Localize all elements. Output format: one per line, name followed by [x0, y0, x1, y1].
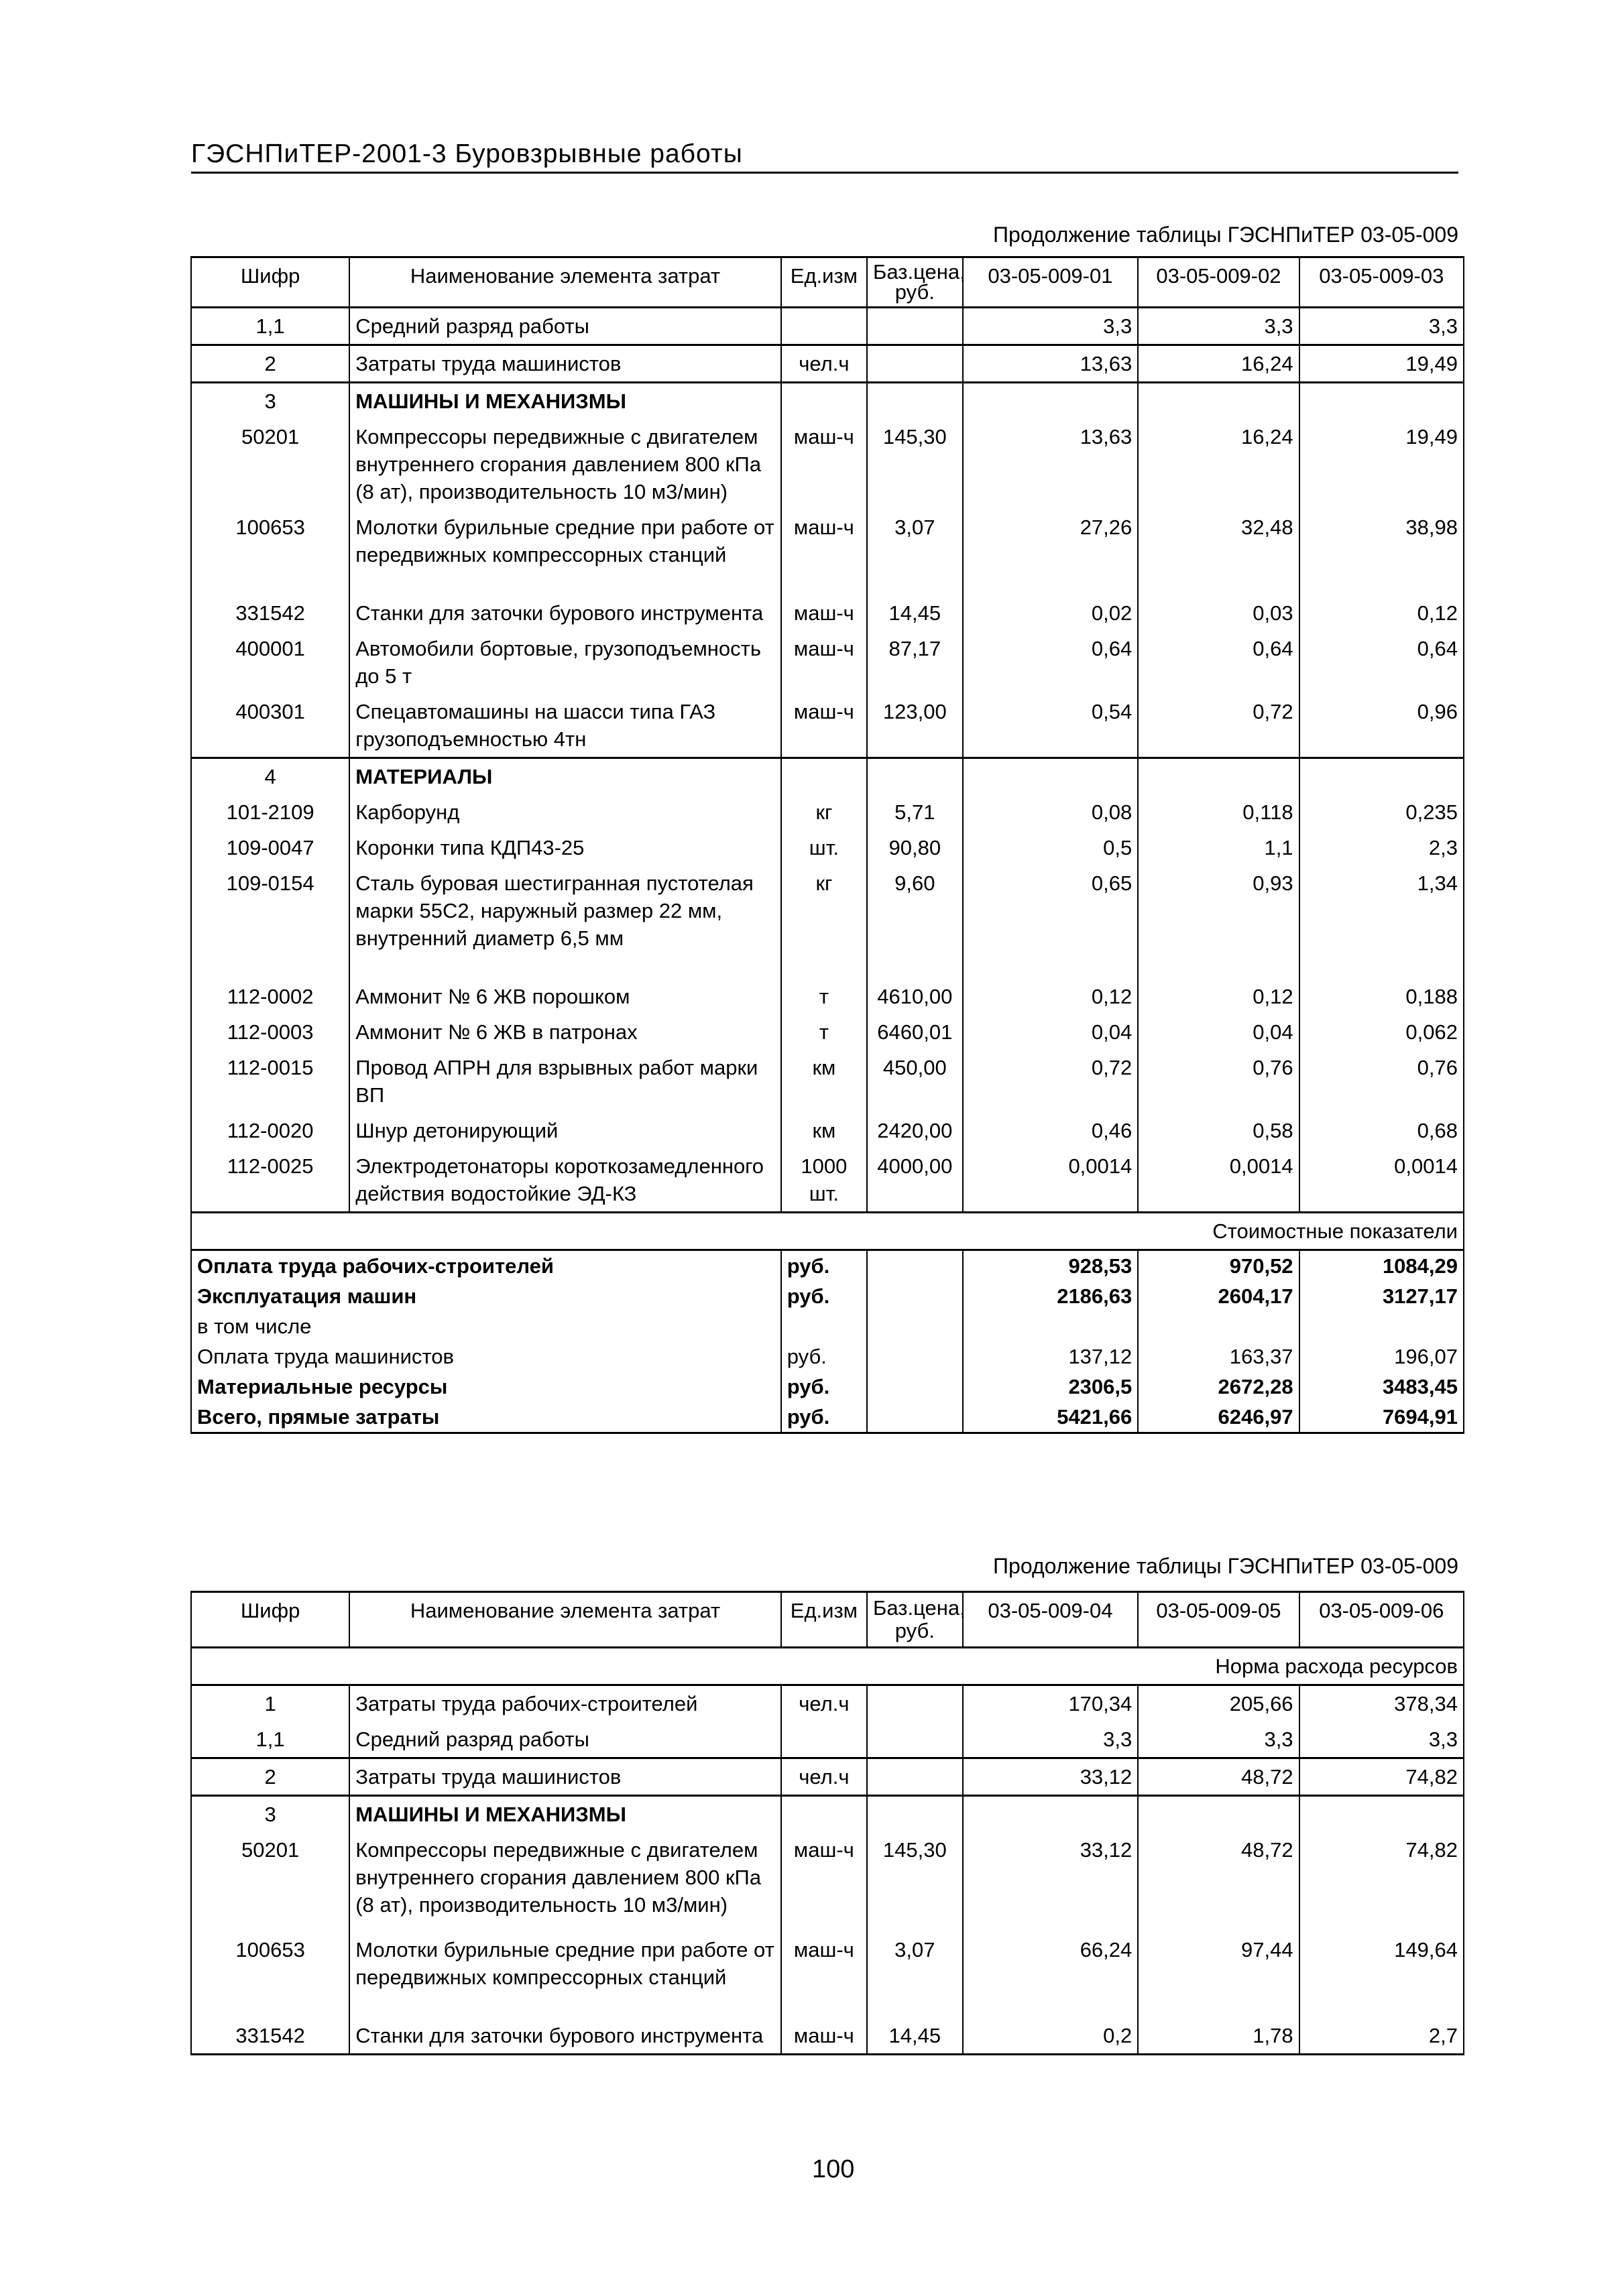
- row-value-1: 0,04: [963, 1014, 1139, 1050]
- row-price: [867, 308, 963, 345]
- row-code: 2: [191, 1758, 349, 1796]
- row-name: Затраты труда рабочих-строителей: [349, 1685, 781, 1722]
- col-header-norm-01: 03-05-009-01: [963, 257, 1139, 308]
- table-row: [191, 383, 1464, 420]
- row-value-3: 378,34: [1299, 1685, 1464, 1722]
- row-code: 101-2109: [191, 794, 349, 830]
- table-row: [191, 1932, 1464, 2018]
- table-row: [191, 345, 1464, 383]
- summary-row: [191, 1250, 1464, 1282]
- row-code: 112-0015: [191, 1050, 349, 1113]
- row-value-3: 74,82: [1299, 1758, 1464, 1796]
- row-value-1: 0,65: [963, 865, 1139, 979]
- row-price: 4610,00: [867, 979, 963, 1014]
- row-name: Затраты труда машинистов: [349, 1758, 781, 1796]
- row-value-2: 3,3: [1138, 308, 1299, 345]
- row-price: [867, 1758, 963, 1796]
- row-value-1: 0,5: [963, 830, 1139, 865]
- row-price: 90,80: [867, 830, 963, 865]
- table2-band-row: [191, 1648, 1464, 1685]
- summary-row: [191, 1281, 1464, 1311]
- row-value-3: [1299, 383, 1464, 420]
- row-value-1: 33,12: [963, 1758, 1139, 1796]
- row-name: МАТЕРИАЛЫ: [349, 758, 781, 795]
- table-row: [191, 1832, 1464, 1932]
- summary-name: в том числе: [191, 1311, 781, 1341]
- row-value-3: 0,76: [1299, 1050, 1464, 1113]
- table-row: [191, 2018, 1464, 2055]
- row-name: МАШИНЫ И МЕХАНИЗМЫ: [349, 383, 781, 420]
- row-price: [867, 1796, 963, 1833]
- table2-body: [191, 1685, 1464, 2055]
- row-value-1: 0,02: [963, 595, 1139, 631]
- col-header-norm-04: 03-05-009-04: [963, 1592, 1139, 1648]
- row-name: Коронки типа КДП43-25: [349, 830, 781, 865]
- row-unit: маш-ч: [781, 509, 867, 595]
- summary-value-2: 2672,28: [1138, 1372, 1299, 1402]
- row-value-3: 74,82: [1299, 1832, 1464, 1932]
- row-price: [867, 1721, 963, 1758]
- row-price: 14,45: [867, 2018, 963, 2055]
- col-header-norm-06: 03-05-009-06: [1299, 1592, 1464, 1648]
- row-value-1: [963, 383, 1139, 420]
- row-value-1: 27,26: [963, 509, 1139, 595]
- resource-table-2: [190, 1591, 1464, 2055]
- summary-price: [867, 1281, 963, 1311]
- row-code: 109-0154: [191, 865, 349, 979]
- row-value-3: 0,188: [1299, 979, 1464, 1014]
- row-name: Электродетонаторы короткозамедленного действия водостойкие ЭД-КЗ: [349, 1148, 781, 1213]
- table-row: [191, 1758, 1464, 1796]
- col-header-unit: Ед.изм: [781, 257, 867, 308]
- row-unit: км: [781, 1113, 867, 1148]
- summary-unit: руб.: [781, 1281, 867, 1311]
- row-code: 2: [191, 345, 349, 383]
- row-code: 3: [191, 383, 349, 420]
- summary-value-1: 137,12: [963, 1341, 1139, 1372]
- table-row: [191, 979, 1464, 1014]
- row-name: Шнур детонирующий: [349, 1113, 781, 1148]
- row-value-3: 0,64: [1299, 631, 1464, 694]
- row-price: 145,30: [867, 419, 963, 509]
- row-price: 145,30: [867, 1832, 963, 1932]
- row-value-1: 3,3: [963, 1721, 1139, 1758]
- row-code: 100653: [191, 1932, 349, 2018]
- summary-name: Оплата труда рабочих-строителей: [191, 1250, 781, 1282]
- row-name: Средний разряд работы: [349, 1721, 781, 1758]
- table-row: [191, 694, 1464, 758]
- row-name: Станки для заточки бурового инструмента: [349, 595, 781, 631]
- row-value-1: 0,0014: [963, 1148, 1139, 1213]
- summary-unit: [781, 1311, 867, 1341]
- row-value-3: 2,7: [1299, 2018, 1464, 2055]
- summary-value-2: [1138, 1311, 1299, 1341]
- page-number: 100: [812, 2155, 855, 2183]
- row-value-1: 0,12: [963, 979, 1139, 1014]
- row-value-2: 0,04: [1138, 1014, 1299, 1050]
- table-row: [191, 865, 1464, 979]
- row-price: 9,60: [867, 865, 963, 979]
- col-header-norm-05: 03-05-009-05: [1138, 1592, 1299, 1648]
- row-code: 3: [191, 1796, 349, 1833]
- row-value-3: 3,3: [1299, 1721, 1464, 1758]
- table-row: [191, 419, 1464, 509]
- summary-value-2: 163,37: [1138, 1341, 1299, 1372]
- summary-price: [867, 1372, 963, 1402]
- summary-value-3: [1299, 1311, 1464, 1341]
- summary-row: [191, 1341, 1464, 1372]
- row-value-2: [1138, 758, 1299, 795]
- row-name: Молотки бурильные средние при работе от передвижных компрессорных станций: [349, 509, 781, 595]
- row-value-2: [1138, 1796, 1299, 1833]
- row-unit: маш-ч: [781, 595, 867, 631]
- table-row: [191, 1685, 1464, 1722]
- row-value-2: 0,0014: [1138, 1148, 1299, 1213]
- row-unit: [781, 758, 867, 795]
- table1-band-row: [191, 1213, 1464, 1250]
- row-unit: маш-ч: [781, 1932, 867, 2018]
- summary-value-3: 3127,17: [1299, 1281, 1464, 1311]
- row-value-1: 66,24: [963, 1932, 1139, 2018]
- row-value-3: 19,49: [1299, 345, 1464, 383]
- row-price: 3,07: [867, 509, 963, 595]
- row-value-2: 3,3: [1138, 1721, 1299, 1758]
- row-value-1: 3,3: [963, 308, 1139, 345]
- row-value-2: 48,72: [1138, 1758, 1299, 1796]
- row-unit: [781, 1796, 867, 1833]
- row-value-3: 0,68: [1299, 1113, 1464, 1148]
- row-value-3: 0,12: [1299, 595, 1464, 631]
- table2-continuation-caption: Продолжение таблицы ГЭСНПиТЕР 03-05-009: [993, 1554, 1458, 1578]
- table1-summary: [191, 1213, 1464, 1433]
- row-value-3: 2,3: [1299, 830, 1464, 865]
- row-price: [867, 758, 963, 795]
- resource-table-1: [190, 256, 1464, 1434]
- row-unit: кг: [781, 865, 867, 979]
- table-row: [191, 1050, 1464, 1113]
- row-value-1: 33,12: [963, 1832, 1139, 1932]
- row-unit: маш-ч: [781, 419, 867, 509]
- col-header-norm-03: 03-05-009-03: [1299, 257, 1464, 308]
- row-price: 87,17: [867, 631, 963, 694]
- col-header-name: Наименование элемента затрат: [349, 1592, 781, 1648]
- summary-name: Эксплуатация машин: [191, 1281, 781, 1311]
- resource-norm-label: Норма расхода ресурсов: [191, 1648, 1464, 1685]
- row-value-1: 0,54: [963, 694, 1139, 758]
- col-header-name: Наименование элемента затрат: [349, 257, 781, 308]
- row-unit: маш-ч: [781, 2018, 867, 2055]
- row-code: 112-0002: [191, 979, 349, 1014]
- table-row: [191, 758, 1464, 795]
- row-value-2: 0,72: [1138, 694, 1299, 758]
- table-row: [191, 631, 1464, 694]
- summary-price: [867, 1402, 963, 1433]
- summary-value-2: 970,52: [1138, 1250, 1299, 1282]
- row-code: 109-0047: [191, 830, 349, 865]
- row-code: 1,1: [191, 308, 349, 345]
- row-value-2: 0,03: [1138, 595, 1299, 631]
- row-value-2: 48,72: [1138, 1832, 1299, 1932]
- row-value-1: 0,08: [963, 794, 1139, 830]
- row-unit: км: [781, 1050, 867, 1113]
- col-header-price: Баз.цена, руб.: [867, 1592, 963, 1648]
- row-value-2: 32,48: [1138, 509, 1299, 595]
- summary-unit: руб.: [781, 1341, 867, 1372]
- row-price: [867, 345, 963, 383]
- row-price: [867, 1685, 963, 1722]
- row-code: 4: [191, 758, 349, 795]
- row-name: Сталь буровая шестигранная пустотелая марки 55С2, наружный размер 22 мм, внутренний диаметр 6,5 мм: [349, 865, 781, 979]
- table-row: [191, 1796, 1464, 1833]
- row-unit: чел.ч: [781, 1758, 867, 1796]
- page-header: ГЭСНПиТЕР-2001-3 Буровзрывные работы: [191, 139, 1458, 174]
- row-value-2: 1,78: [1138, 2018, 1299, 2055]
- row-name: Затраты труда машинистов: [349, 345, 781, 383]
- row-price: 6460,01: [867, 1014, 963, 1050]
- row-value-3: 38,98: [1299, 509, 1464, 595]
- row-code: 1: [191, 1685, 349, 1722]
- row-price: 450,00: [867, 1050, 963, 1113]
- row-code: 112-0020: [191, 1113, 349, 1148]
- row-value-2: 16,24: [1138, 419, 1299, 509]
- row-code: 400001: [191, 631, 349, 694]
- summary-price: [867, 1341, 963, 1372]
- row-value-2: 16,24: [1138, 345, 1299, 383]
- summary-value-1: 2186,63: [963, 1281, 1139, 1311]
- row-value-3: 19,49: [1299, 419, 1464, 509]
- row-value-3: 0,96: [1299, 694, 1464, 758]
- table2-header-row: [191, 1592, 1464, 1648]
- row-price: 123,00: [867, 694, 963, 758]
- summary-value-1: [963, 1311, 1139, 1341]
- summary-value-1: 928,53: [963, 1250, 1139, 1282]
- summary-value-3: 1084,29: [1299, 1250, 1464, 1282]
- row-value-2: 0,12: [1138, 979, 1299, 1014]
- row-value-1: 0,46: [963, 1113, 1139, 1148]
- row-code: 1,1: [191, 1721, 349, 1758]
- summary-value-2: 6246,97: [1138, 1402, 1299, 1433]
- row-code: 50201: [191, 419, 349, 509]
- row-name: Молотки бурильные средние при работе от передвижных компрессорных станций: [349, 1932, 781, 2018]
- row-code: 331542: [191, 2018, 349, 2055]
- row-name: Карборунд: [349, 794, 781, 830]
- row-code: 50201: [191, 1832, 349, 1932]
- summary-value-1: 5421,66: [963, 1402, 1139, 1433]
- row-code: 400301: [191, 694, 349, 758]
- row-value-3: 3,3: [1299, 308, 1464, 345]
- row-value-1: 170,34: [963, 1685, 1139, 1722]
- row-value-1: 0,2: [963, 2018, 1139, 2055]
- row-value-1: 0,72: [963, 1050, 1139, 1113]
- row-code: 112-0025: [191, 1148, 349, 1213]
- row-value-3: [1299, 758, 1464, 795]
- row-value-2: 0,64: [1138, 631, 1299, 694]
- table-row: [191, 830, 1464, 865]
- col-header-code: Шифр: [191, 1592, 349, 1648]
- row-name: Спецавтомашины на шасси типа ГАЗ грузоподъемностью 4тн: [349, 694, 781, 758]
- row-name: Компрессоры передвижные с двигателем внутреннего сгорания давлением 800 кПа (8 ат), производительность 10 м3/мин): [349, 1832, 781, 1932]
- row-code: 331542: [191, 595, 349, 631]
- summary-price: [867, 1311, 963, 1341]
- row-unit: [781, 1721, 867, 1758]
- row-value-3: 1,34: [1299, 865, 1464, 979]
- cost-indicators-label: Стоимостные показатели: [191, 1213, 1464, 1250]
- row-unit: маш-ч: [781, 631, 867, 694]
- col-header-price: Баз.цена, руб.: [867, 257, 963, 308]
- row-value-3: 0,235: [1299, 794, 1464, 830]
- row-unit: [781, 308, 867, 345]
- table-row: [191, 509, 1464, 595]
- table-row: [191, 595, 1464, 631]
- row-price: 5,71: [867, 794, 963, 830]
- row-price: 3,07: [867, 1932, 963, 2018]
- row-name: Аммонит № 6 ЖВ порошком: [349, 979, 781, 1014]
- table1-continuation-caption: Продолжение таблицы ГЭСНПиТЕР 03-05-009: [993, 223, 1458, 247]
- summary-row: [191, 1402, 1464, 1433]
- row-value-3: [1299, 1796, 1464, 1833]
- row-value-1: 13,63: [963, 419, 1139, 509]
- summary-value-1: 2306,5: [963, 1372, 1139, 1402]
- row-unit: т: [781, 979, 867, 1014]
- row-value-2: 0,93: [1138, 865, 1299, 979]
- summary-value-3: 7694,91: [1299, 1402, 1464, 1433]
- summary-value-3: 196,07: [1299, 1341, 1464, 1372]
- row-value-2: 0,58: [1138, 1113, 1299, 1148]
- col-header-unit: Ед.изм: [781, 1592, 867, 1648]
- summary-value-3: 3483,45: [1299, 1372, 1464, 1402]
- row-name: Аммонит № 6 ЖВ в патронах: [349, 1014, 781, 1050]
- row-value-2: 97,44: [1138, 1932, 1299, 2018]
- row-name: Средний разряд работы: [349, 308, 781, 345]
- table1-header-row: [191, 257, 1464, 308]
- row-unit: чел.ч: [781, 345, 867, 383]
- summary-name: Всего, прямые затраты: [191, 1402, 781, 1433]
- row-unit: чел.ч: [781, 1685, 867, 1722]
- summary-value-2: 2604,17: [1138, 1281, 1299, 1311]
- row-value-3: 0,0014: [1299, 1148, 1464, 1213]
- row-unit: маш-ч: [781, 1832, 867, 1932]
- row-unit: [781, 383, 867, 420]
- row-unit: 1000 шт.: [781, 1148, 867, 1213]
- table-row: [191, 308, 1464, 345]
- row-unit: шт.: [781, 830, 867, 865]
- table-row: [191, 1014, 1464, 1050]
- row-name: Компрессоры передвижные с двигателем внутреннего сгорания давлением 800 кПа (8 ат), производительность 10 м3/мин): [349, 419, 781, 509]
- row-price: [867, 383, 963, 420]
- row-value-3: 0,062: [1299, 1014, 1464, 1050]
- row-code: 112-0003: [191, 1014, 349, 1050]
- summary-row: [191, 1311, 1464, 1341]
- summary-name: Материальные ресурсы: [191, 1372, 781, 1402]
- summary-name: Оплата труда машинистов: [191, 1341, 781, 1372]
- row-code: 100653: [191, 509, 349, 595]
- row-value-2: 0,76: [1138, 1050, 1299, 1113]
- row-unit: кг: [781, 794, 867, 830]
- row-name: Автомобили бортовые, грузоподъемность до 5 т: [349, 631, 781, 694]
- table-row: [191, 1148, 1464, 1213]
- col-header-norm-02: 03-05-009-02: [1138, 257, 1299, 308]
- row-value-1: [963, 1796, 1139, 1833]
- row-value-1: [963, 758, 1139, 795]
- row-value-2: 1,1: [1138, 830, 1299, 865]
- row-value-1: 13,63: [963, 345, 1139, 383]
- row-unit: маш-ч: [781, 694, 867, 758]
- row-name: Станки для заточки бурового инструмента: [349, 2018, 781, 2055]
- table-row: [191, 1721, 1464, 1758]
- summary-unit: руб.: [781, 1402, 867, 1433]
- summary-unit: руб.: [781, 1372, 867, 1402]
- col-header-code: Шифр: [191, 257, 349, 308]
- row-value-2: 0,118: [1138, 794, 1299, 830]
- row-value-1: 0,64: [963, 631, 1139, 694]
- row-value-3: 149,64: [1299, 1932, 1464, 2018]
- summary-row: [191, 1372, 1464, 1402]
- table-row: [191, 794, 1464, 830]
- row-name: МАШИНЫ И МЕХАНИЗМЫ: [349, 1796, 781, 1833]
- summary-unit: руб.: [781, 1250, 867, 1282]
- row-name: Провод АПРН для взрывных работ марки ВП: [349, 1050, 781, 1113]
- table-row: [191, 1113, 1464, 1148]
- row-price: 14,45: [867, 595, 963, 631]
- row-price: 2420,00: [867, 1113, 963, 1148]
- summary-price: [867, 1250, 963, 1282]
- row-price: 4000,00: [867, 1148, 963, 1213]
- row-value-2: 205,66: [1138, 1685, 1299, 1722]
- row-value-2: [1138, 383, 1299, 420]
- table1-body: [191, 308, 1464, 1213]
- row-unit: т: [781, 1014, 867, 1050]
